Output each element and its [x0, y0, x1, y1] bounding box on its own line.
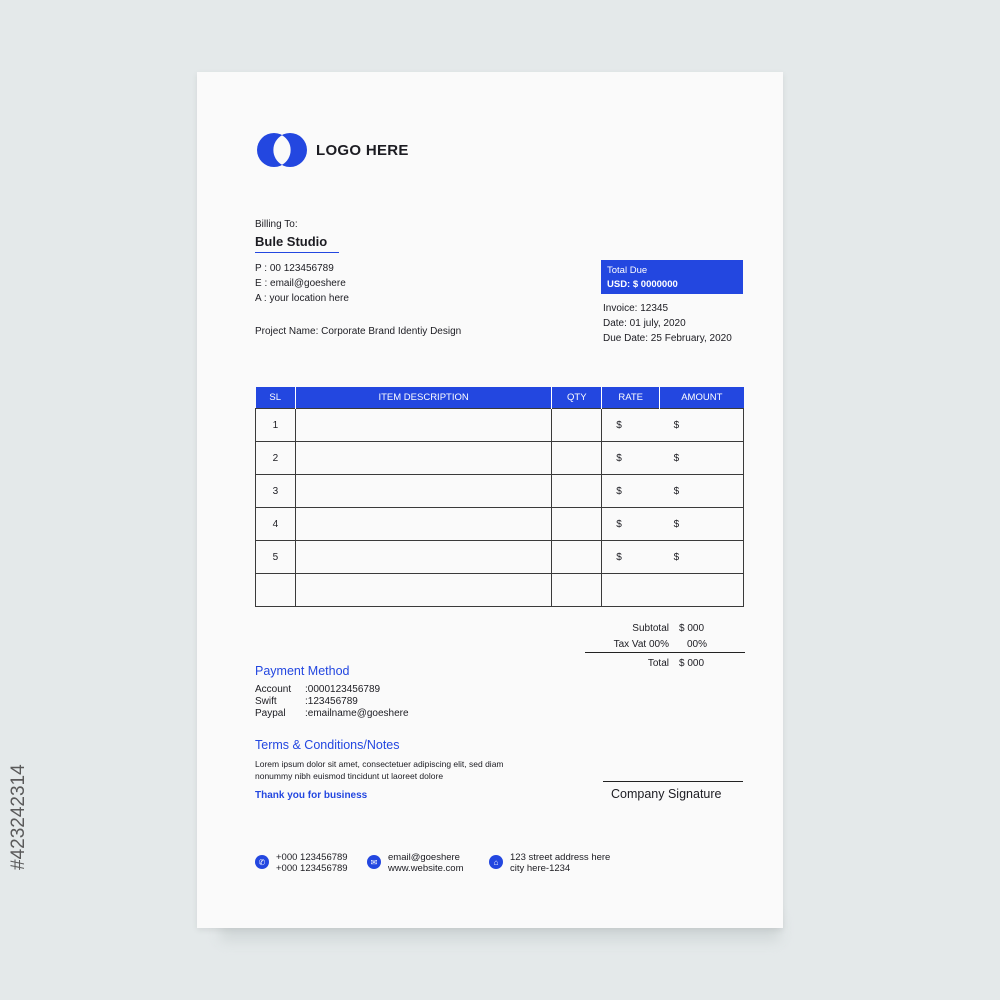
thank-you-note: Thank you for business: [255, 790, 368, 801]
payment-row-account: [255, 684, 409, 696]
row-description: [295, 541, 551, 574]
invoice-number: Invoice: 12345: [603, 303, 669, 314]
row-qty: [552, 541, 602, 574]
signature-line: [603, 781, 743, 782]
footer-phone-2: +000 123456789: [276, 863, 348, 874]
total-due-amount: USD: $ 0000000: [607, 279, 678, 290]
row-rate: $: [602, 442, 660, 475]
invoice-date: Date: 01 july, 2020: [603, 318, 686, 329]
row-sl: 4: [256, 508, 296, 541]
client-name: Bule Studio: [255, 234, 328, 249]
row-qty: [552, 508, 602, 541]
payment-row-paypal: [255, 708, 409, 720]
row-rate: $: [602, 475, 660, 508]
row-sl: 5: [256, 541, 296, 574]
total-due-label: Total Due: [607, 265, 648, 276]
header-item-description: ITEM DESCRIPTION: [295, 387, 551, 409]
phone-icon: ✆: [255, 855, 269, 869]
header-qty: QTY: [552, 387, 602, 409]
row-qty: [552, 574, 602, 607]
swift-value: :123456789: [305, 696, 358, 707]
row-amount: [660, 574, 744, 607]
row-amount: $: [660, 508, 744, 541]
row-rate: $: [602, 409, 660, 442]
swift-label: Swift: [255, 696, 277, 707]
row-sl: 3: [256, 475, 296, 508]
tax-value: 00%: [687, 638, 708, 650]
total-row: [585, 655, 719, 671]
footer-phone: [255, 852, 348, 874]
row-qty: [552, 409, 602, 442]
subtotal-value: $ 000: [679, 622, 705, 634]
subtotal-row: [585, 620, 727, 636]
signature-label: Company Signature: [611, 787, 722, 801]
account-label: Account: [255, 684, 292, 695]
total-due-box: [601, 260, 743, 294]
stock-id-label: #423242314: [8, 764, 29, 870]
payment-details: [255, 684, 409, 720]
payment-method-heading: Payment Method: [255, 664, 350, 678]
row-amount: $: [660, 475, 744, 508]
table-row: [256, 541, 744, 574]
tax-row: [585, 636, 727, 652]
footer-address-line-1: 123 street address here: [510, 852, 611, 863]
client-phone: P : 00 123456789: [255, 263, 334, 274]
project-name: Project Name: Corporate Brand Identiy Design: [255, 326, 462, 337]
row-amount: $: [660, 409, 744, 442]
client-address: A : your location here: [255, 293, 349, 304]
header-rate: RATE: [602, 387, 660, 409]
row-description: [295, 409, 551, 442]
row-qty: [552, 442, 602, 475]
home-icon: ⌂: [489, 855, 503, 869]
paypal-value: :emailname@goeshere: [305, 708, 409, 719]
footer-phone-1: +000 123456789: [276, 852, 348, 863]
logo-text: LOGO HERE: [316, 141, 409, 159]
payment-row-swift: [255, 696, 409, 708]
logo-icon: [257, 132, 307, 168]
row-description: [295, 574, 551, 607]
terms-heading: Terms & Conditions/Notes: [255, 738, 400, 752]
row-rate: $: [602, 508, 660, 541]
invoice-info: [603, 301, 732, 346]
terms-body: Lorem ipsum dolor sit amet, consectetuer adipiscing elit, sed diam nonummy nibh euismod tincidunt ut laoreet dolore: [255, 759, 504, 781]
row-rate: [602, 574, 660, 607]
subtotal-label: Subtotal: [632, 622, 669, 634]
billing-label: Billing To:: [255, 219, 298, 230]
tax-label: Tax Vat 00%: [613, 638, 669, 650]
row-sl: 2: [256, 442, 296, 475]
footer-email: [367, 852, 464, 874]
invoice-due-date: Due Date: 25 February, 2020: [603, 333, 732, 344]
account-value: :0000123456789: [305, 684, 381, 695]
table-row: [256, 574, 744, 607]
client-contact: [255, 261, 349, 306]
footer-address: [489, 852, 610, 874]
invoice-page: [197, 72, 783, 928]
table-row: [256, 508, 744, 541]
mail-icon: ✉: [367, 855, 381, 869]
row-description: [295, 442, 551, 475]
row-rate: $: [602, 541, 660, 574]
paypal-label: Paypal: [255, 708, 286, 719]
totals-divider: [585, 652, 745, 653]
total-value: $ 000: [679, 657, 705, 669]
logo: [257, 132, 409, 168]
footer-website: www.website.com: [388, 863, 464, 874]
client-underline: [255, 252, 339, 253]
footer-address-line-2: city here-1234: [510, 863, 571, 874]
items-table: [255, 387, 744, 607]
row-description: [295, 475, 551, 508]
row-sl: 1: [256, 409, 296, 442]
row-sl: [256, 574, 296, 607]
totals-block: [585, 620, 727, 652]
table-header-row: [256, 387, 744, 409]
total-label: Total: [647, 657, 669, 669]
row-amount: $: [660, 442, 744, 475]
footer-email-text: email@goeshere: [388, 852, 460, 863]
table-row: [256, 475, 744, 508]
row-description: [295, 508, 551, 541]
row-amount: $: [660, 541, 744, 574]
row-qty: [552, 475, 602, 508]
table-row: [256, 409, 744, 442]
client-email: E : email@goeshere: [255, 278, 346, 289]
header-sl: SL: [256, 387, 296, 409]
header-amount: AMOUNT: [660, 387, 744, 409]
table-row: [256, 442, 744, 475]
